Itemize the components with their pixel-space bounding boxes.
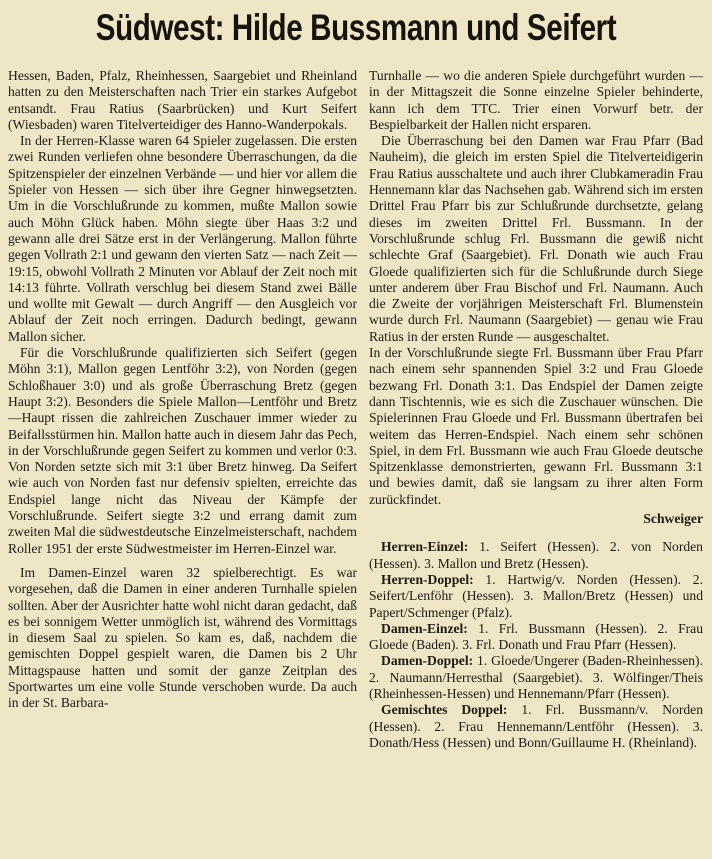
result-entry: [369, 621, 703, 654]
paragraph: Hessen, Baden, Pfalz, Rheinhessen, Saargebiet und Rheinland hatten zu den Meisterschaften nach Trier ein starkes Aufgebot entsandt. Frau Ratius (Saarbrücken) und Kurt Seifert (Wiesbaden) waren Titelverteidiger des Hanno-Wanderpokals.: [8, 68, 357, 132]
result-entry: [369, 702, 703, 751]
paragraph: In der Vorschlußrunde siegte Frl. Bussmann über Frau Pfarr nach einem sehr spannenden Spiel 3:2 und Frau Gloede bezwang Frl. Donath 3:1. Das Endspiel der Damen zeigte dann Tischtennis, wie es sich die Zuschauer wünschen. Die Spielerinnen Frau Gloede und Frl. Bussmann übertrafen bei weitem das Herren-Endspiel. Nach einem sehr schönen Spiel, in dem Frl. Bussmann wie auch Frau Gloede deutsche Spitzenklasse demonstrierten, gewann Frl. Bussmann 3:1 und bewies damit, daß sie langsam zu ihrer alten Form zurückfindet.: [369, 345, 703, 507]
result-entry: [369, 539, 703, 572]
result-entry: [369, 653, 703, 702]
result-text: 1. Frl. Bussmann/v. Norden (Hessen). 2. Frau Hennemann/Lentföhr (Hessen). 3. Donath/Hess (Hessen) und Bonn/Guillaume H. (Rheinland).: [369, 702, 703, 750]
result-text: 1. Seifert (Hessen). 2. von Norden (Hessen). 3. Mallon und Bretz (Hessen).: [369, 539, 703, 571]
result-text: 1. Frl. Bussmann (Hessen). 2. Frau Gloede (Baden). 3. Frl. Donath und Frau Pfarr (Hessen).: [369, 620, 703, 653]
author-byline: Schweiger: [643, 511, 703, 527]
result-category: Herren-Einzel:: [381, 539, 469, 555]
paragraph: In der Herren-Klasse waren 64 Spieler zugelassen. Die ersten zwei Runden verliefen ohne besondere Überraschungen, da die Spitzenspieler der einzelnen Verbände — und hier vor allem die Spieler von Hessen — sich über ihre Gegner hinwegsetzten. Um in die Vorschlußrunde zu kommen, mußte Mallon sowie auch Möhn Glück haben. Möhn siegte über Haas 3:2 und gewann alle drei Sätze erst in der Verlängerung. Mallon führte gegen Vollrath 2:1 und gewann den vierten Satz — nach Zeit — 19:15, obwohl Vollrath 2 Minuten vor Ablauf der Zeit noch mit 14:13 führte. Vollrath verschlug bei diesem Stand zwei Bälle und wollte mit Gewalt — durch Angriff — den Ausgleich vor Ablauf der Zeit noch erringen. Dadurch bedingt, gewann Mallon sicher.: [8, 133, 357, 344]
result-category: Herren-Doppel:: [381, 571, 474, 587]
result-entry: [369, 572, 703, 621]
results-list: [369, 539, 703, 751]
paragraph: Für die Vorschlußrunde qualifizierten sich Seifert (gegen Möhn 3:1), Mallon gegen Lentföhr 3:2), von Norden (gegen Schloßhauer 3:0) und als große Überraschung Bretz (gegen Haupt 3:2). Besonders die Spiele Mallon—Lentföhr und Bretz—Haupt rissen die zahlreichen Zuschauer immer wieder zu Beifallsstürmen hin. Mallon hatte auch in diesem Jahr das Pech, in der Vorschlußrunde gegen Seifert zu kommen und verlor 0:3. Von Norden setzte sich mit 3:1 über Bretz hinweg. Da Seifert wie auch von Norden fast nur defensiv spielten, erreichte das Endspiel lange nicht das Niveau der Kämpfe der Vorschlußrunde. Seifert siegte 3:2 und errang damit zum zweiten Mal die südwestdeutsche Einzelmeisterschaft, nachdem Roller 1951 der erste Südwestmeister im Herren-Einzel war.: [8, 345, 357, 556]
paragraph: Die Überraschung bei den Damen war Frau Pfarr (Bad Nauheim), die gleich im ersten Spiel die Titelverteidigerin Frau Ratius ausschaltete und auch ihrer Clubkameradin Frau Hennemann klar das Nachsehen gab. Während sich im ersten Drittel Frau Pfarr bis zur Schlußrunde durchsetzte, gelang dieses im zweiten Drittel Frl. Bussmann. In der Vorschlußrunde schlug Frl. Bussmann die gewiß nicht schlechte Graf (Saargebiet). Frl. Donath wie auch Frau Gloede qualifizierten sich für die Schlußrunde durch Siege unter anderem über Frau Bischof und Frl. Naumann. Auch die Zweite der vorjährigen Meisterschaft Frl. Blumenstein wurde durch Frl. Naumann (Saargebiet) — genau wie Frau Ratius in der ersten Runde — ausgeschaltet.: [369, 133, 703, 344]
article-column-right: [369, 68, 703, 751]
result-text: 1. Gloede/Ungerer (Baden-Rheinhessen). 2. Naumann/Herresthal (Saargebiet). 3. Wölfinger/Theis (Rheinhessen-Hessen) und Hennemann/Pfarr (Hessen).: [369, 653, 703, 701]
result-category: Damen-Einzel:: [381, 620, 468, 636]
result-category: Damen-Doppel:: [381, 653, 474, 669]
headline: Südwest: Hilde Bussmann und Seifert: [95, 7, 617, 48]
paragraph: Turnhalle — wo die anderen Spiele durchgeführt wurden — in der Mittagszeit die Sonne einzelne Spieler behinderte, kann ich dem TTC. Trier einen Vorwurf betr. der Bespielbarkeit der Hallen nicht ersparen.: [369, 68, 703, 132]
result-category: Gemischtes Doppel:: [381, 702, 508, 718]
paragraph: Im Damen-Einzel waren 32 spielberechtigt. Es war vorgesehen, daß die Damen in einer anderen Turnhalle spielen sollten. Aber der Ausrichter hatte wohl nicht daran gedacht, daß es bei sonnigem Wetter unmöglich ist, während des Vormittags in diesem Saal zu spielen. So kam es, daß, nachdem die gemischten Doppel gespielt waren, die Damen bis 2 Uhr Mittagspause hatten und somit der ganze Zeitplan des Sportwartes um eine volle Stunde verschoben wurde. Da auch in der St. Barbara-: [8, 564, 357, 711]
article-column-left: [8, 68, 357, 712]
result-text: 1. Hartwig/v. Norden (Hessen). 2. Seifert/Lenföhr (Hessen). 3. Mallon/Bretz (Hessen) und Papert/Schmenger (Pfalz).: [369, 571, 703, 620]
